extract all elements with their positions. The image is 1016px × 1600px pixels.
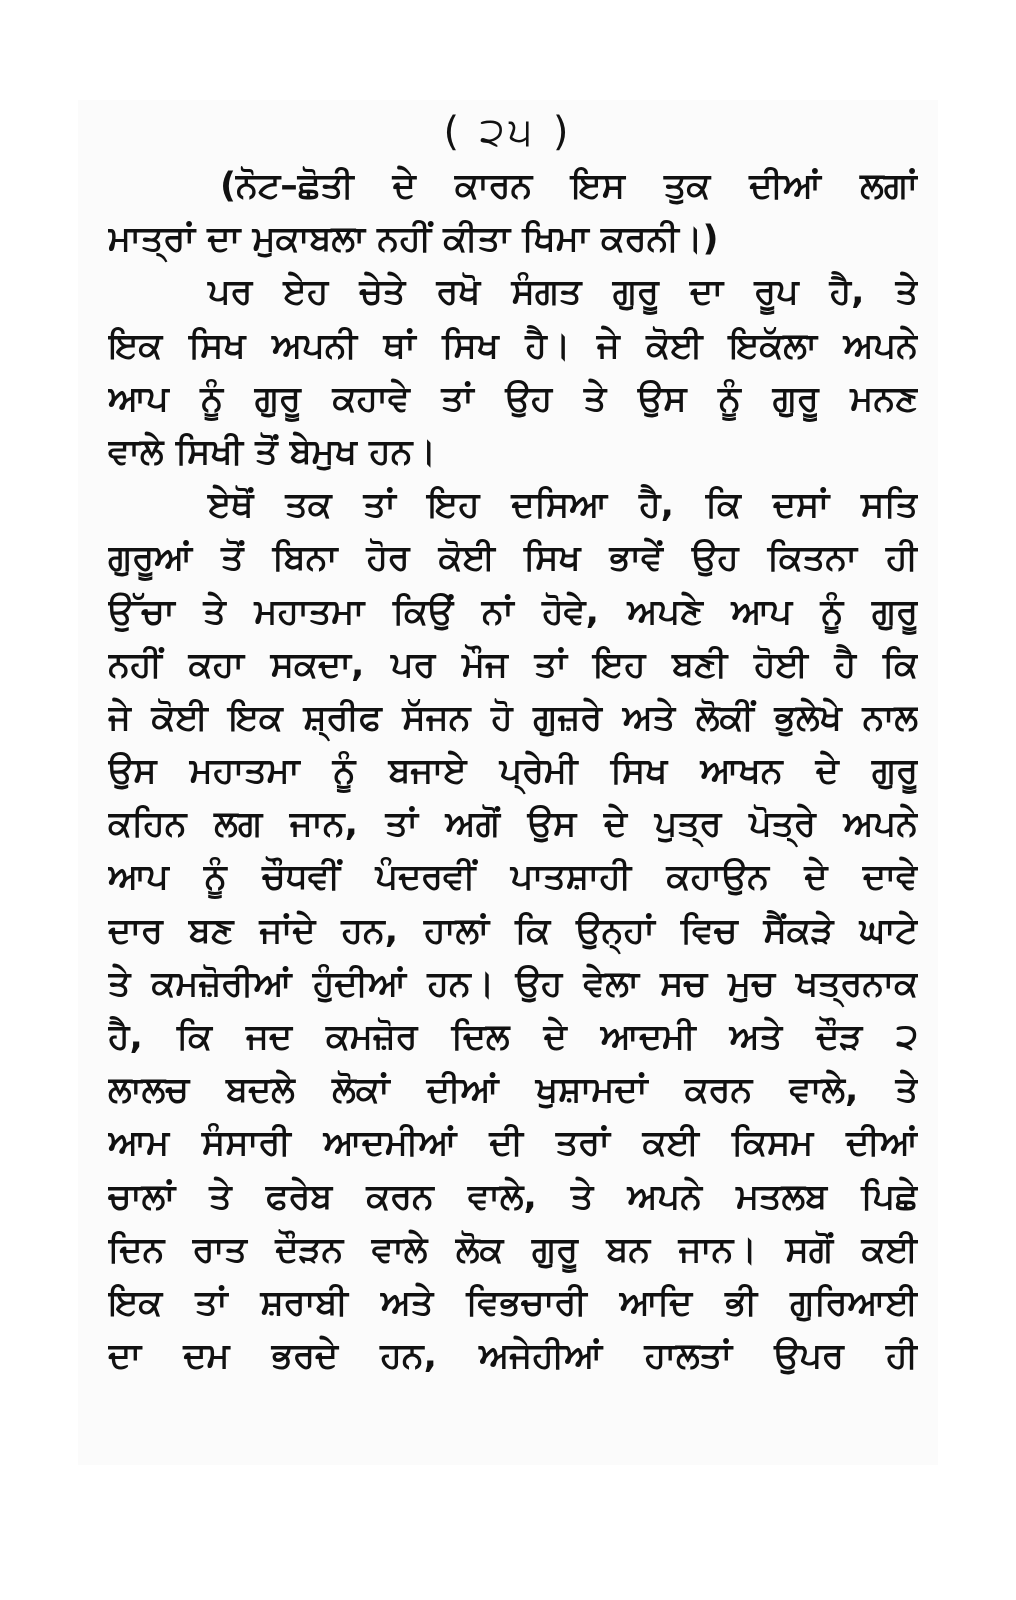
text-line: (ਨੋਟ–ਛੋਤੀ ਦੇ ਕਾਰਨ ਇਸ ਤੁਕ ਦੀਆਂ ਲਗਾਂ <box>220 166 918 206</box>
text-line: ਮਾਤ੍ਰਾਂ ਦਾ ਮੁਕਾਬਲਾ ਨਹੀਂ ਕੀਤਾ ਖਿਮਾ ਕਰਨੀ।) <box>108 219 719 260</box>
text-line: ਵਾਲੇ ਸਿਖੀ ਤੋਂ ਬੇਮੁਖ ਹਨ। <box>108 431 437 472</box>
text-line: ਚਾਲਾਂ ਤੇ ਫਰੇਬ ਕਰਨ ਵਾਲੇ, ਤੇ ਅਪਨੇ ਮਤਲਬ ਪਿਛੇ <box>108 1176 918 1217</box>
text-line: ਆਪ ਨੂੰ ਚੌਧਵੀਂ ਪੰਦਰਵੀਂ ਪਾਤਸ਼ਾਹੀ ਕਹਾਉਨ ਦੇ ਦਾਵੇ <box>108 857 918 898</box>
text-line: ਜੇ ਕੋਈ ਇਕ ਸ਼੍ਰੀਫ ਸੱਜਨ ਹੋ ਗੁਜ਼ਰੇ ਅਤੇ ਲੋਕੀਂ ਭੁਲੇਖੇ ਨਾਲ <box>108 697 918 738</box>
text-line: ਆਮ ਸੰਸਾਰੀ ਆਦਮੀਆਂ ਦੀ ਤਰਾਂ ਕਈ ਕਿਸਮ ਦੀਆਂ <box>108 1123 918 1164</box>
text-line: ਉੱਚਾ ਤੇ ਮਹਾਤਮਾ ਕਿਉਂ ਨਾਂ ਹੋਵੇ, ਅਪਣੇ ਆਪ ਨੂੰ ਗੁਰੂ <box>108 591 918 632</box>
text-line: ਤੇ ਕਮਜ਼ੋਰੀਆਂ ਹੁੰਦੀਆਂ ਹਨ। ਉਹ ਵੇਲਾ ਸਚ ਮੁਚ ਖਤ੍ਰਨਾਕ <box>108 963 918 1004</box>
text-line: ਨਹੀਂ ਕਹਾ ਸਕਦਾ, ਪਰ ਮੌਜ ਤਾਂ ਇਹ ਬਣੀ ਹੋਈ ਹੈ ਕਿ <box>108 644 918 685</box>
text-line: ਇਕ ਤਾਂ ਸ਼ਰਾਬੀ ਅਤੇ ਵਿਭਚਾਰੀ ਆਦਿ ਭੀ ਗੁਰਿਆਈ <box>108 1282 918 1323</box>
text-line: ਉਸ ਮਹਾਤਮਾ ਨੂੰ ਬਜਾਏ ਪ੍ਰੇਮੀ ਸਿਖ ਆਖਨ ਦੇ ਗੁਰੂ <box>108 751 918 792</box>
body-text <box>108 160 918 1383</box>
text-line: ਦਿਨ ਰਾਤ ਦੌੜਨ ਵਾਲੇ ਲੋਕ ਗੁਰੂ ਬਨ ਜਾਨ। ਸਗੋਂ ਕਈ <box>108 1229 918 1270</box>
text-line: ਪਰ ਏਹ ਚੇਤੇ ਰਖੋ ਸੰਗਤ ਗੁਰੂ ਦਾ ਰੂਪ ਹੈ, ਤੇ <box>208 272 918 313</box>
page-number: ( ੨੫ ) <box>443 109 573 155</box>
text-line: ਦਾ ਦਮ ਭਰਦੇ ਹਨ, ਅਜੇਹੀਆਂ ਹਾਲਤਾਂ ਉਪਰ ਹੀ <box>108 1336 918 1377</box>
text-line: ਕਹਿਨ ਲਗ ਜਾਨ, ਤਾਂ ਅਗੋਂ ਉਸ ਦੇ ਪੁਤ੍ਰ ਪੋਤ੍ਰੇ ਅਪਨੇ <box>108 804 918 845</box>
text-line: ਏਥੋਂ ਤਕ ਤਾਂ ਇਹ ਦਸਿਆ ਹੈ, ਕਿ ਦਸਾਂ ਸਤਿ <box>208 485 918 526</box>
text-line: ਦਾਰ ਬਣ ਜਾਂਦੇ ਹਨ, ਹਾਲਾਂ ਕਿ ਉਨ੍ਹਾਂ ਵਿਚ ਸੈਂਕੜੇ ਘਾਟੇ <box>108 910 918 951</box>
text-line: ਹੈ, ਕਿ ਜਦ ਕਮਜ਼ੋਰ ਦਿਲ ਦੇ ਆਦਮੀ ਅਤੇ ਦੌੜ ੨ <box>108 1017 918 1057</box>
text-line: ਆਪ ਨੂੰ ਗੁਰੂ ਕਹਾਵੇ ਤਾਂ ਉਹ ਤੇ ਉਸ ਨੂੰ ਗੁਰੂ ਮਨਣ <box>108 378 918 419</box>
text-line: ਲਾਲਚ ਬਦਲੇ ਲੋਕਾਂ ਦੀਆਂ ਖੁਸ਼ਾਮਦਾਂ ਕਰਨ ਵਾਲੇ, ਤੇ <box>108 1070 918 1111</box>
text-line: ਇਕ ਸਿਖ ਅਪਨੀ ਥਾਂ ਸਿਖ ਹੈ। ਜੇ ਕੋਈ ਇਕੱਲਾ ਅਪਨੇ <box>108 325 918 366</box>
text-line: ਗੁਰੂਆਂ ਤੋਂ ਬਿਨਾ ਹੋਰ ਕੋਈ ਸਿਖ ਭਾਵੇਂ ਉਹ ਕਿਤਨਾ ਹੀ <box>108 538 918 579</box>
